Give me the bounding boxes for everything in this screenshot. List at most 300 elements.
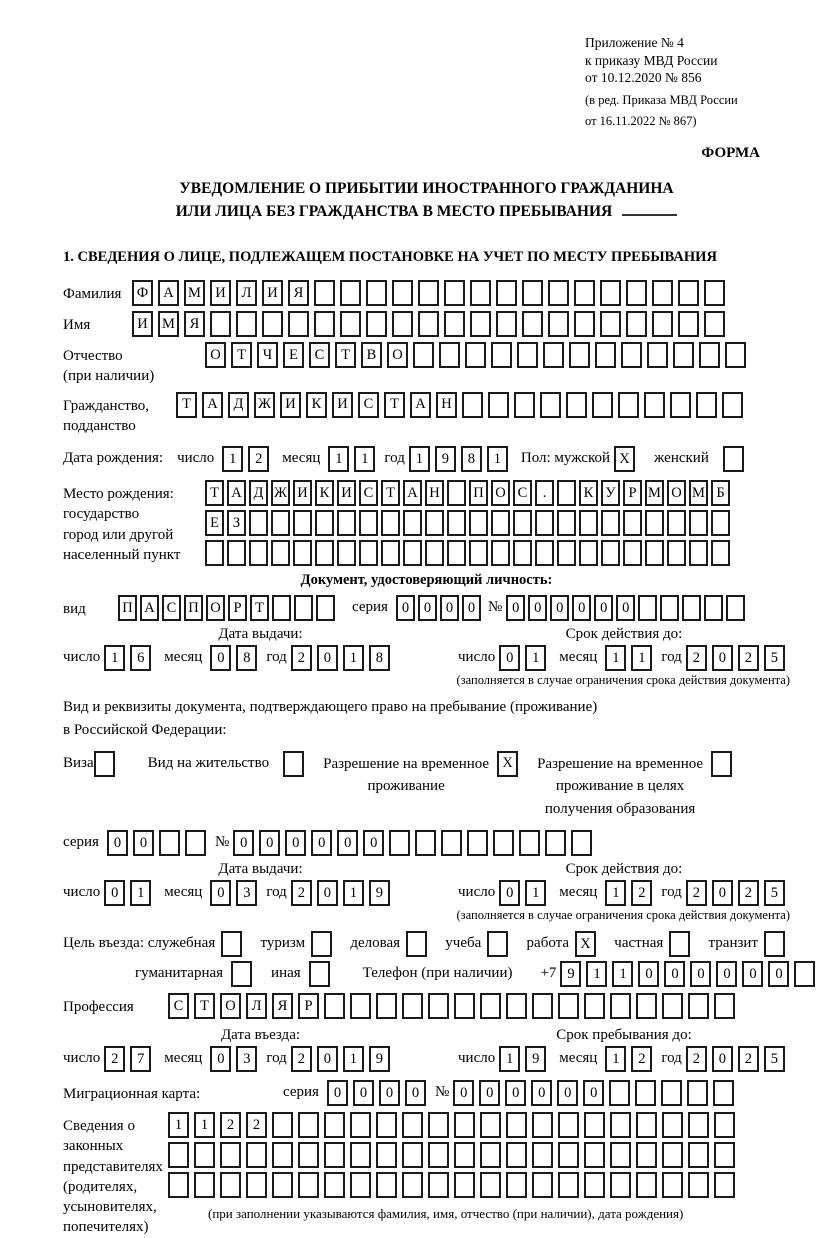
checkbox[interactable]: X <box>497 751 518 777</box>
char-box[interactable] <box>315 540 334 566</box>
char-box[interactable]: 0 <box>557 1080 578 1106</box>
char-box[interactable]: 1 <box>343 1046 364 1072</box>
char-box[interactable]: 0 <box>716 961 737 987</box>
char-box[interactable]: С <box>309 342 330 368</box>
char-box[interactable]: 0 <box>317 880 338 906</box>
char-box[interactable]: Ф <box>132 280 153 306</box>
char-box[interactable]: 0 <box>768 961 789 987</box>
char-box[interactable] <box>600 311 621 337</box>
char-box[interactable]: О <box>667 480 686 506</box>
char-box[interactable]: 5 <box>764 880 785 906</box>
char-box[interactable] <box>584 993 605 1019</box>
char-box[interactable] <box>506 1172 527 1198</box>
char-box[interactable] <box>220 1172 241 1198</box>
char-box[interactable] <box>688 1142 709 1168</box>
char-box[interactable] <box>454 1112 475 1138</box>
char-box[interactable]: 0 <box>506 595 525 621</box>
char-box[interactable] <box>415 830 436 856</box>
char-box[interactable]: 0 <box>499 880 520 906</box>
char-box[interactable] <box>661 1080 682 1106</box>
char-box[interactable] <box>389 830 410 856</box>
char-box[interactable] <box>517 342 538 368</box>
char-box[interactable] <box>428 993 449 1019</box>
char-box[interactable]: Р <box>623 480 642 506</box>
char-box[interactable] <box>480 1142 501 1168</box>
char-box[interactable]: 1 <box>343 645 364 671</box>
char-box[interactable] <box>324 1112 345 1138</box>
char-box[interactable] <box>402 1172 423 1198</box>
char-box[interactable]: И <box>210 280 231 306</box>
char-box[interactable] <box>262 311 283 337</box>
char-box[interactable]: 0 <box>462 595 481 621</box>
char-box[interactable] <box>376 993 397 1019</box>
char-box[interactable] <box>359 540 378 566</box>
char-box[interactable]: 2 <box>248 446 269 472</box>
char-box[interactable]: . <box>535 480 554 506</box>
char-box[interactable] <box>678 311 699 337</box>
char-box[interactable] <box>610 1112 631 1138</box>
char-box[interactable] <box>688 1112 709 1138</box>
char-box[interactable]: О <box>387 342 408 368</box>
char-box[interactable]: 1 <box>343 880 364 906</box>
char-box[interactable]: 1 <box>525 880 546 906</box>
char-box[interactable]: 0 <box>210 880 231 906</box>
char-box[interactable]: 1 <box>605 645 626 671</box>
char-box[interactable] <box>584 1142 605 1168</box>
char-box[interactable]: 5 <box>764 1046 785 1072</box>
char-box[interactable]: 0 <box>583 1080 604 1106</box>
char-box[interactable]: 0 <box>259 830 280 856</box>
char-box[interactable] <box>298 1112 319 1138</box>
char-box[interactable]: 0 <box>479 1080 500 1106</box>
char-box[interactable]: 1 <box>328 446 349 472</box>
char-box[interactable]: 0 <box>690 961 711 987</box>
char-box[interactable] <box>682 595 701 621</box>
char-box[interactable]: 0 <box>311 830 332 856</box>
char-box[interactable]: 0 <box>353 1080 374 1106</box>
char-box[interactable]: Н <box>436 392 457 418</box>
char-box[interactable] <box>610 993 631 1019</box>
char-box[interactable] <box>647 342 668 368</box>
char-box[interactable]: М <box>645 480 664 506</box>
char-box[interactable]: 2 <box>220 1112 241 1138</box>
char-box[interactable]: И <box>293 480 312 506</box>
char-box[interactable]: 2 <box>631 880 652 906</box>
checkbox[interactable] <box>94 751 115 777</box>
char-box[interactable]: Т <box>205 480 224 506</box>
char-box[interactable]: Я <box>288 280 309 306</box>
char-box[interactable] <box>667 510 686 536</box>
char-box[interactable] <box>418 311 439 337</box>
char-box[interactable]: Е <box>205 510 224 536</box>
char-box[interactable] <box>609 1080 630 1106</box>
char-box[interactable] <box>194 1172 215 1198</box>
char-box[interactable] <box>447 540 466 566</box>
char-box[interactable] <box>636 1172 657 1198</box>
char-box[interactable] <box>689 540 708 566</box>
checkbox[interactable] <box>231 961 252 987</box>
char-box[interactable]: О <box>205 342 226 368</box>
char-box[interactable] <box>714 1112 735 1138</box>
char-box[interactable] <box>403 510 422 536</box>
char-box[interactable] <box>574 280 595 306</box>
char-box[interactable]: 0 <box>712 1046 733 1072</box>
char-box[interactable]: Р <box>228 595 247 621</box>
char-box[interactable] <box>447 480 466 506</box>
char-box[interactable] <box>168 1142 189 1168</box>
char-box[interactable]: 7 <box>130 1046 151 1072</box>
char-box[interactable]: А <box>410 392 431 418</box>
char-box[interactable] <box>480 1112 501 1138</box>
char-box[interactable]: 2 <box>246 1112 267 1138</box>
char-box[interactable] <box>513 510 532 536</box>
char-box[interactable]: Я <box>184 311 205 337</box>
char-box[interactable]: 1 <box>354 446 375 472</box>
char-box[interactable] <box>662 1172 683 1198</box>
char-box[interactable]: 1 <box>194 1112 215 1138</box>
char-box[interactable] <box>444 311 465 337</box>
char-box[interactable]: С <box>162 595 181 621</box>
char-box[interactable]: Р <box>298 993 319 1019</box>
char-box[interactable]: 0 <box>418 595 437 621</box>
char-box[interactable] <box>592 392 613 418</box>
char-box[interactable]: 0 <box>327 1080 348 1106</box>
char-box[interactable] <box>519 830 540 856</box>
char-box[interactable] <box>168 1172 189 1198</box>
char-box[interactable] <box>610 1172 631 1198</box>
char-box[interactable]: 1 <box>612 961 633 987</box>
char-box[interactable] <box>428 1172 449 1198</box>
checkbox[interactable] <box>669 931 690 957</box>
char-box[interactable]: 3 <box>236 880 257 906</box>
char-box[interactable] <box>548 280 569 306</box>
char-box[interactable] <box>340 311 361 337</box>
char-box[interactable] <box>480 1172 501 1198</box>
char-box[interactable]: Т <box>384 392 405 418</box>
char-box[interactable] <box>454 1172 475 1198</box>
checkbox[interactable] <box>487 931 508 957</box>
char-box[interactable] <box>227 540 246 566</box>
char-box[interactable]: А <box>227 480 246 506</box>
char-box[interactable] <box>272 1112 293 1138</box>
char-box[interactable] <box>314 280 335 306</box>
checkbox[interactable] <box>406 931 427 957</box>
char-box[interactable]: И <box>132 311 153 337</box>
char-box[interactable] <box>496 280 517 306</box>
char-box[interactable] <box>359 510 378 536</box>
char-box[interactable] <box>636 1142 657 1168</box>
char-box[interactable] <box>574 311 595 337</box>
char-box[interactable] <box>635 1080 656 1106</box>
char-box[interactable]: 2 <box>104 1046 125 1072</box>
char-box[interactable] <box>462 392 483 418</box>
char-box[interactable] <box>376 1172 397 1198</box>
char-box[interactable]: 0 <box>712 645 733 671</box>
checkbox[interactable] <box>309 961 330 987</box>
char-box[interactable]: 0 <box>742 961 763 987</box>
char-box[interactable] <box>249 540 268 566</box>
char-box[interactable] <box>660 595 679 621</box>
char-box[interactable] <box>699 342 720 368</box>
char-box[interactable] <box>579 510 598 536</box>
char-box[interactable] <box>513 540 532 566</box>
char-box[interactable]: 0 <box>664 961 685 987</box>
char-box[interactable]: 2 <box>291 645 312 671</box>
char-box[interactable] <box>638 595 657 621</box>
char-box[interactable] <box>316 595 335 621</box>
char-box[interactable]: 9 <box>369 1046 390 1072</box>
char-box[interactable] <box>645 510 664 536</box>
char-box[interactable] <box>543 342 564 368</box>
char-box[interactable] <box>350 1142 371 1168</box>
char-box[interactable]: 1 <box>586 961 607 987</box>
char-box[interactable]: 1 <box>222 446 243 472</box>
char-box[interactable] <box>340 280 361 306</box>
char-box[interactable]: 8 <box>369 645 390 671</box>
char-box[interactable]: К <box>315 480 334 506</box>
char-box[interactable] <box>557 480 576 506</box>
char-box[interactable]: 2 <box>738 645 759 671</box>
char-box[interactable] <box>636 1112 657 1138</box>
char-box[interactable] <box>469 540 488 566</box>
char-box[interactable] <box>418 280 439 306</box>
char-box[interactable] <box>324 1172 345 1198</box>
char-box[interactable] <box>688 993 709 1019</box>
char-box[interactable] <box>366 280 387 306</box>
char-box[interactable] <box>293 510 312 536</box>
char-box[interactable] <box>566 392 587 418</box>
char-box[interactable]: М <box>158 311 179 337</box>
char-box[interactable] <box>454 1142 475 1168</box>
char-box[interactable]: Л <box>236 280 257 306</box>
char-box[interactable]: 0 <box>712 880 733 906</box>
char-box[interactable] <box>314 311 335 337</box>
char-box[interactable] <box>288 311 309 337</box>
char-box[interactable]: И <box>337 480 356 506</box>
char-box[interactable] <box>689 510 708 536</box>
char-box[interactable]: Ч <box>257 342 278 368</box>
char-box[interactable] <box>413 342 434 368</box>
char-box[interactable]: 1 <box>487 446 508 472</box>
char-box[interactable]: Н <box>425 480 444 506</box>
char-box[interactable] <box>557 540 576 566</box>
char-box[interactable]: К <box>306 392 327 418</box>
char-box[interactable] <box>315 510 334 536</box>
char-box[interactable] <box>584 1172 605 1198</box>
char-box[interactable]: Т <box>381 480 400 506</box>
char-box[interactable]: Ж <box>254 392 275 418</box>
char-box[interactable]: 0 <box>396 595 415 621</box>
char-box[interactable]: А <box>140 595 159 621</box>
char-box[interactable]: 2 <box>686 880 707 906</box>
char-box[interactable]: Д <box>228 392 249 418</box>
char-box[interactable] <box>714 993 735 1019</box>
checkbox[interactable] <box>711 751 732 777</box>
char-box[interactable] <box>623 540 642 566</box>
char-box[interactable] <box>480 993 501 1019</box>
char-box[interactable]: А <box>202 392 223 418</box>
char-box[interactable]: 9 <box>525 1046 546 1072</box>
char-box[interactable] <box>392 311 413 337</box>
char-box[interactable] <box>569 342 590 368</box>
char-box[interactable] <box>713 1080 734 1106</box>
char-box[interactable]: 2 <box>686 1046 707 1072</box>
char-box[interactable]: О <box>206 595 225 621</box>
char-box[interactable] <box>601 510 620 536</box>
char-box[interactable] <box>725 342 746 368</box>
char-box[interactable] <box>662 1112 683 1138</box>
char-box[interactable] <box>491 342 512 368</box>
char-box[interactable] <box>236 311 257 337</box>
char-box[interactable]: 0 <box>379 1080 400 1106</box>
char-box[interactable] <box>584 1112 605 1138</box>
char-box[interactable] <box>465 342 486 368</box>
char-box[interactable]: 0 <box>440 595 459 621</box>
char-box[interactable] <box>644 392 665 418</box>
char-box[interactable] <box>271 540 290 566</box>
char-box[interactable]: 2 <box>686 645 707 671</box>
char-box[interactable] <box>601 540 620 566</box>
char-box[interactable]: 1 <box>631 645 652 671</box>
char-box[interactable]: 9 <box>369 880 390 906</box>
char-box[interactable] <box>298 1142 319 1168</box>
char-box[interactable]: Е <box>283 342 304 368</box>
checkbox[interactable] <box>723 446 744 472</box>
char-box[interactable] <box>350 993 371 1019</box>
char-box[interactable] <box>376 1142 397 1168</box>
char-box[interactable] <box>711 510 730 536</box>
char-box[interactable] <box>324 993 345 1019</box>
char-box[interactable] <box>532 993 553 1019</box>
char-box[interactable]: И <box>332 392 353 418</box>
char-box[interactable] <box>194 1142 215 1168</box>
char-box[interactable] <box>491 510 510 536</box>
char-box[interactable] <box>535 510 554 536</box>
char-box[interactable] <box>545 830 566 856</box>
char-box[interactable]: 0 <box>317 645 338 671</box>
char-box[interactable] <box>469 510 488 536</box>
char-box[interactable]: 0 <box>363 830 384 856</box>
char-box[interactable]: О <box>491 480 510 506</box>
char-box[interactable] <box>324 1142 345 1168</box>
char-box[interactable] <box>470 280 491 306</box>
char-box[interactable] <box>623 510 642 536</box>
char-box[interactable] <box>444 280 465 306</box>
char-box[interactable] <box>246 1172 267 1198</box>
char-box[interactable] <box>532 1172 553 1198</box>
checkbox[interactable]: X <box>575 931 596 957</box>
char-box[interactable]: П <box>118 595 137 621</box>
char-box[interactable]: 0 <box>594 595 613 621</box>
char-box[interactable] <box>294 595 313 621</box>
char-box[interactable] <box>439 342 460 368</box>
char-box[interactable] <box>722 392 743 418</box>
char-box[interactable] <box>425 540 444 566</box>
char-box[interactable]: 5 <box>764 645 785 671</box>
char-box[interactable] <box>337 540 356 566</box>
char-box[interactable] <box>626 311 647 337</box>
char-box[interactable] <box>185 830 206 856</box>
char-box[interactable] <box>636 993 657 1019</box>
char-box[interactable]: М <box>689 480 708 506</box>
char-box[interactable]: С <box>359 480 378 506</box>
char-box[interactable] <box>381 510 400 536</box>
char-box[interactable] <box>696 392 717 418</box>
char-box[interactable] <box>491 540 510 566</box>
char-box[interactable] <box>670 392 691 418</box>
char-box[interactable] <box>558 1172 579 1198</box>
char-box[interactable]: 2 <box>738 880 759 906</box>
char-box[interactable]: Т <box>250 595 269 621</box>
char-box[interactable]: 0 <box>104 880 125 906</box>
char-box[interactable] <box>522 280 543 306</box>
char-box[interactable]: 1 <box>605 1046 626 1072</box>
char-box[interactable] <box>470 311 491 337</box>
char-box[interactable] <box>428 1142 449 1168</box>
char-box[interactable]: 0 <box>531 1080 552 1106</box>
char-box[interactable] <box>205 540 224 566</box>
char-box[interactable] <box>688 1172 709 1198</box>
char-box[interactable] <box>159 830 180 856</box>
char-box[interactable] <box>673 342 694 368</box>
char-box[interactable]: 0 <box>528 595 547 621</box>
char-box[interactable] <box>621 342 642 368</box>
char-box[interactable] <box>271 510 290 536</box>
char-box[interactable] <box>376 1112 397 1138</box>
char-box[interactable] <box>366 311 387 337</box>
char-box[interactable]: Т <box>335 342 356 368</box>
char-box[interactable] <box>381 540 400 566</box>
char-box[interactable]: З <box>227 510 246 536</box>
char-box[interactable] <box>535 540 554 566</box>
char-box[interactable]: 0 <box>233 830 254 856</box>
char-box[interactable]: Л <box>246 993 267 1019</box>
char-box[interactable] <box>425 510 444 536</box>
checkbox[interactable]: X <box>614 446 635 472</box>
char-box[interactable] <box>272 595 291 621</box>
char-box[interactable] <box>454 993 475 1019</box>
char-box[interactable] <box>403 540 422 566</box>
char-box[interactable]: Д <box>249 480 268 506</box>
char-box[interactable] <box>571 830 592 856</box>
char-box[interactable] <box>298 1172 319 1198</box>
char-box[interactable]: 0 <box>505 1080 526 1106</box>
char-box[interactable]: 0 <box>133 830 154 856</box>
char-box[interactable] <box>496 311 517 337</box>
char-box[interactable] <box>600 280 621 306</box>
char-box[interactable]: У <box>601 480 620 506</box>
char-box[interactable] <box>704 280 725 306</box>
char-box[interactable]: П <box>469 480 488 506</box>
char-box[interactable] <box>652 280 673 306</box>
char-box[interactable]: Т <box>231 342 252 368</box>
char-box[interactable]: 0 <box>499 645 520 671</box>
char-box[interactable]: 1 <box>104 645 125 671</box>
char-box[interactable] <box>350 1112 371 1138</box>
char-box[interactable]: 6 <box>130 645 151 671</box>
char-box[interactable]: Т <box>194 993 215 1019</box>
char-box[interactable] <box>726 595 745 621</box>
char-box[interactable] <box>522 311 543 337</box>
char-box[interactable] <box>687 1080 708 1106</box>
char-box[interactable]: Я <box>272 993 293 1019</box>
char-box[interactable]: 1 <box>409 446 430 472</box>
char-box[interactable] <box>402 993 423 1019</box>
char-box[interactable] <box>293 540 312 566</box>
char-box[interactable] <box>548 311 569 337</box>
char-box[interactable]: 8 <box>236 645 257 671</box>
char-box[interactable] <box>579 540 598 566</box>
